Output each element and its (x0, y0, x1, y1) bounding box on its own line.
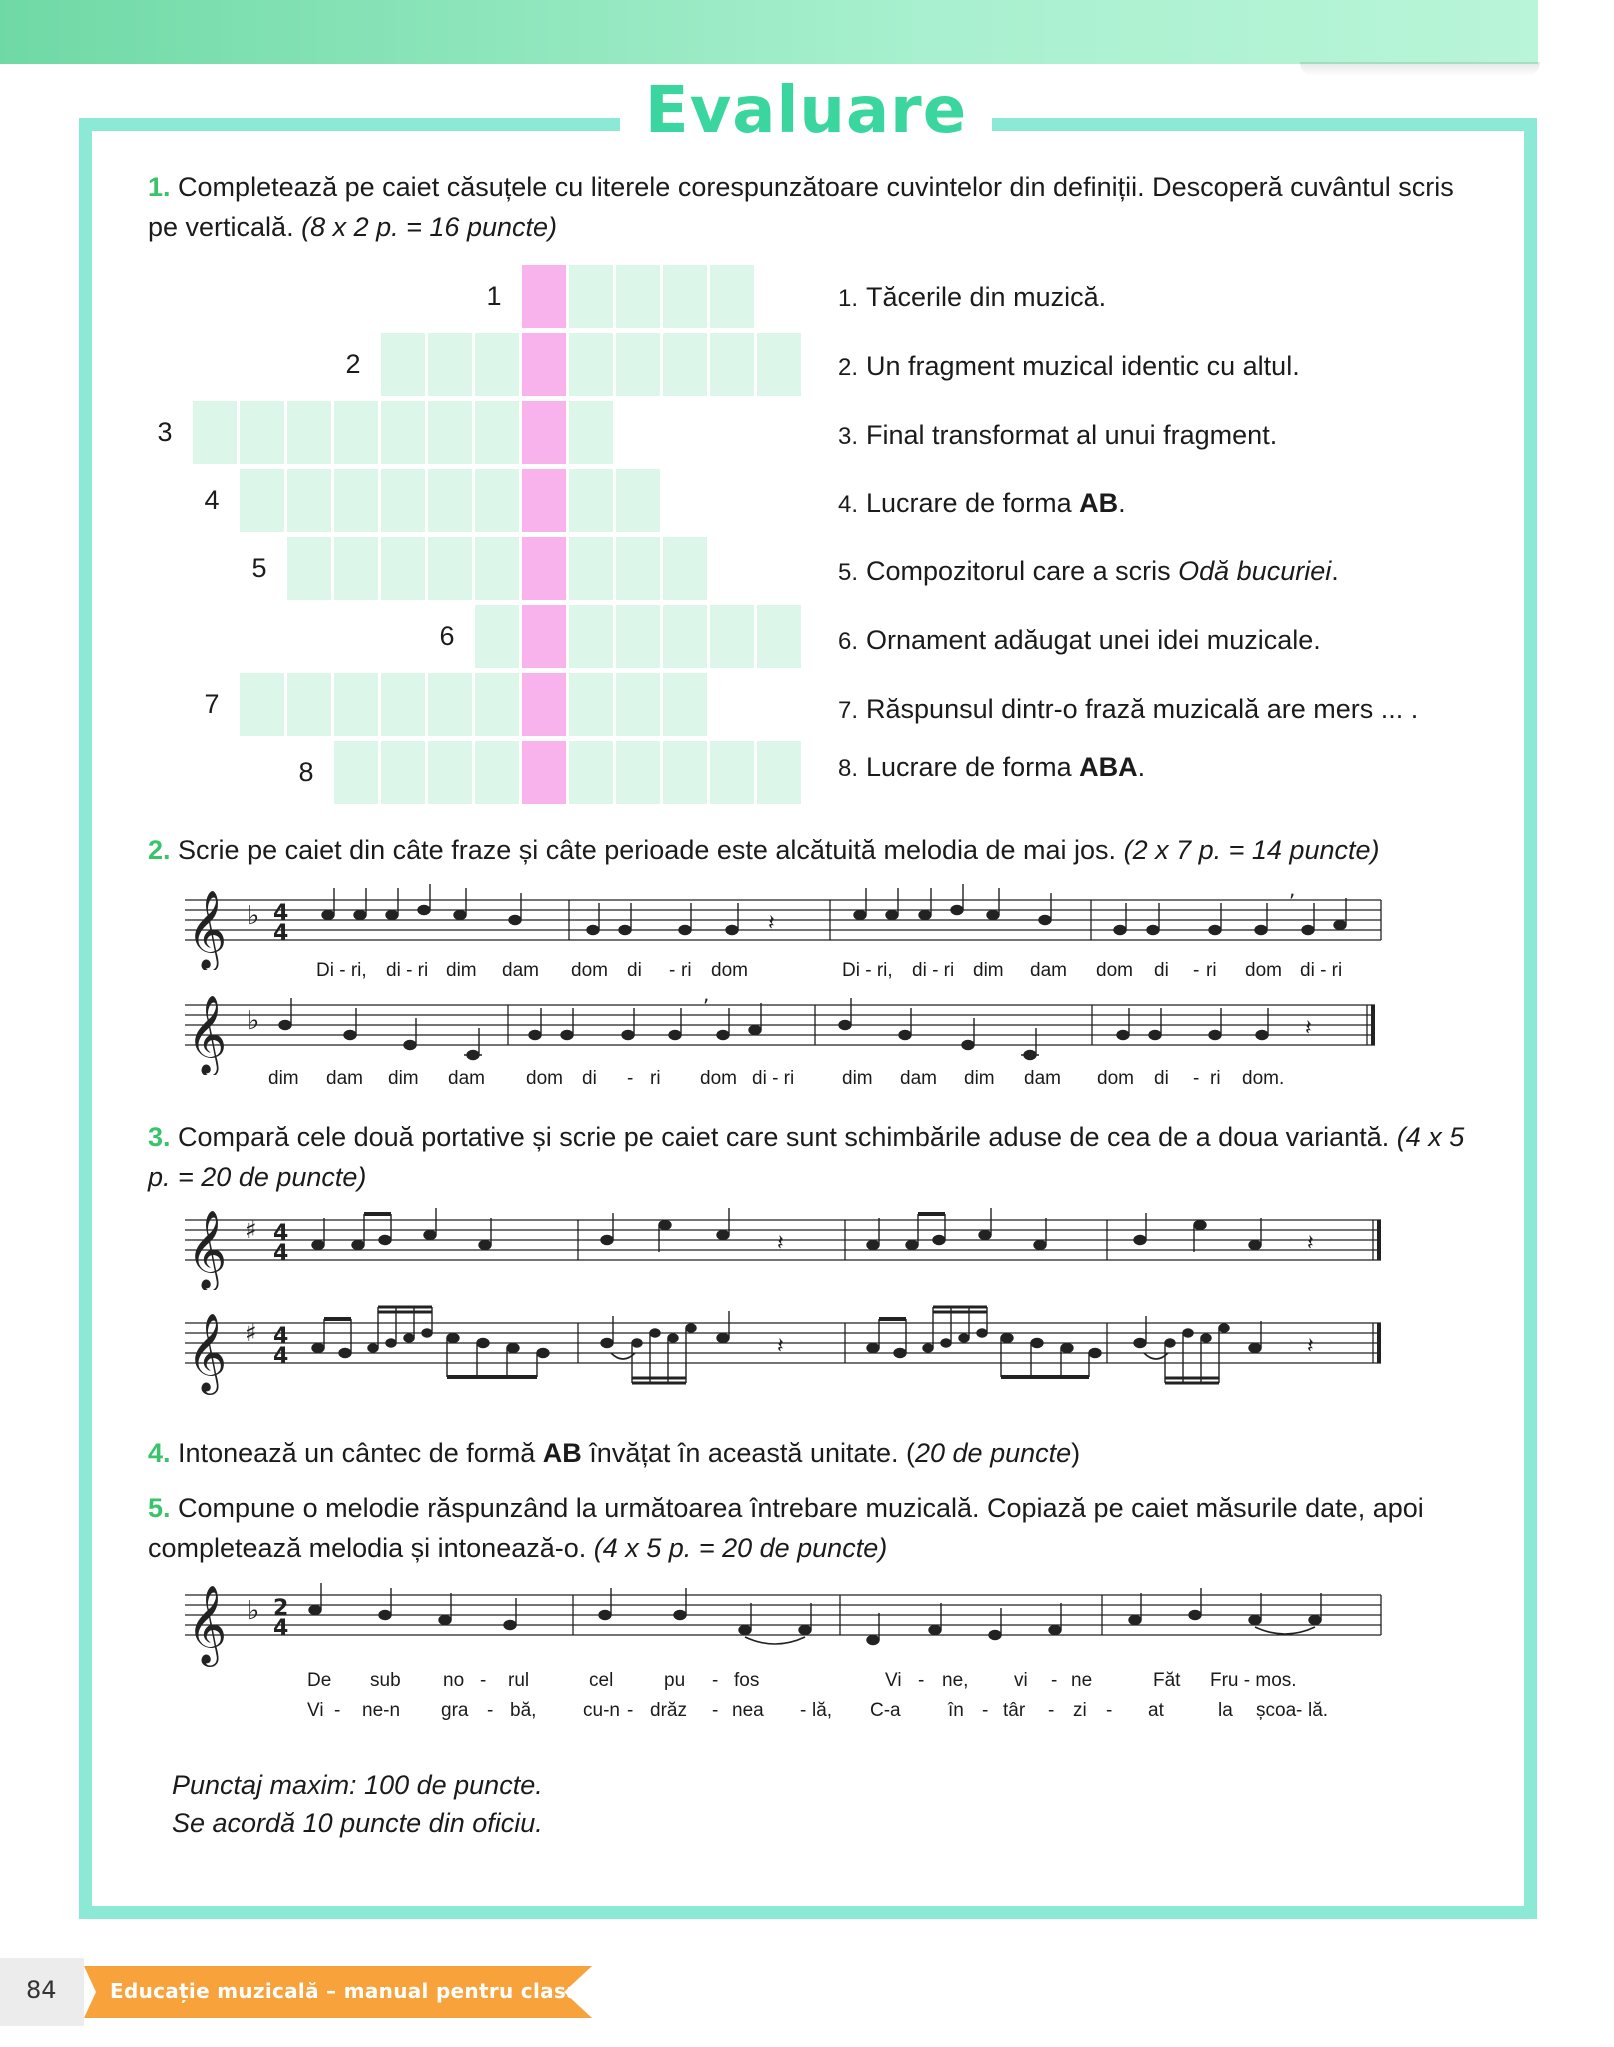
lyric-syllable: di - ri (912, 960, 955, 981)
svg-text:♭: ♭ (247, 1596, 260, 1626)
lyric-syllable: dim (973, 960, 1004, 981)
lyric-syllable: lă. (1308, 1700, 1329, 1721)
crossword-cell (663, 333, 707, 396)
crossword-cell (616, 741, 660, 804)
lyric-syllable: - (1296, 1700, 1303, 1721)
crossword-definition (838, 625, 1321, 656)
crossword-row-number: 3 (157, 417, 173, 447)
lyric-syllable: di (627, 960, 642, 981)
crossword-cell (663, 741, 707, 804)
definition-text: ABA (1079, 752, 1138, 782)
book-title: Educație muzicală – manual pentru clasa a VI-a (110, 1979, 655, 2003)
crossword-cell (710, 605, 754, 668)
lyric-syllable: dim (388, 1068, 419, 1089)
question-number: 3. (148, 1122, 171, 1152)
definition-text: AB (1079, 488, 1119, 518)
crossword-cell (710, 333, 754, 396)
crossword-key-cell (522, 537, 566, 600)
crossword-definition (838, 752, 1145, 783)
svg-text:𝄽: 𝄽 (777, 1231, 784, 1256)
max-score: Punctaj maxim: 100 de puncte. (172, 1770, 543, 1800)
svg-text:4: 4 (273, 1344, 289, 1369)
definition-text: Odă bucuriei (1178, 556, 1332, 586)
definition-text: Ornament adăugat unei idei muzicale. (866, 625, 1321, 655)
lyric-syllable: lă, (812, 1700, 833, 1721)
lyric-syllable: dom (1245, 960, 1282, 981)
lyric-syllable: Di - ri, (842, 960, 893, 981)
lyric-syllable: dom (711, 960, 748, 981)
question-number: 5. (148, 1493, 171, 1523)
question-points: (4 x 5 p. = 20 de puncte) (148, 1122, 1465, 1192)
crossword-row-number: 5 (251, 553, 267, 583)
crossword-cell (710, 741, 754, 804)
svg-text:𝄽: 𝄽 (1307, 1231, 1314, 1256)
crossword-cell (569, 673, 613, 736)
top-band-shadow (1300, 62, 1540, 76)
crossword-definition (838, 351, 1300, 382)
crossword-cell (475, 673, 519, 736)
crossword-cell (287, 673, 331, 736)
staff-q2-line2 (185, 985, 1385, 1075)
lyric-syllable: De (307, 1670, 332, 1691)
lyric-syllable: ri (650, 1068, 661, 1089)
lyric-syllable: drăz (650, 1700, 687, 1721)
definition-text: Răspunsul dintr-o frază muzicală are mers ... . (866, 694, 1419, 724)
crossword-key-cell (522, 673, 566, 736)
lyric-syllable: - (480, 1670, 487, 1691)
lyric-syllable: dam (1024, 1068, 1061, 1089)
question-text: Scrie pe caiet din câte fraze și câte perioade este alcătuită melodia de mai jos. (178, 835, 1117, 865)
crossword-cell (334, 741, 378, 804)
svg-text:♭: ♭ (247, 901, 260, 931)
svg-text:♭: ♭ (247, 1006, 260, 1036)
lyric-syllable: dim (268, 1068, 299, 1089)
crossword-definition (838, 694, 1418, 725)
question-text: Intonează un cântec de formă (178, 1438, 543, 1468)
lyric-syllable: dom (526, 1068, 563, 1089)
lyric-syllable: no (443, 1670, 465, 1691)
lyric-syllable: școa (1256, 1700, 1297, 1721)
lyric-syllable: dom. (1242, 1068, 1285, 1089)
crossword-cell (240, 469, 284, 532)
staff-q2-line1 (185, 880, 1385, 970)
lyric-syllable: dom (571, 960, 608, 981)
lyric-syllable: dom (1096, 960, 1133, 981)
svg-text:𝄞: 𝄞 (187, 995, 228, 1074)
lyric-syllable: bă, (510, 1700, 537, 1721)
crossword-row-number: 2 (345, 349, 361, 379)
definition-number: 5. (838, 559, 859, 586)
crossword-cell (616, 537, 660, 600)
lyric-syllable: pu (664, 1670, 686, 1691)
svg-text:𝄞: 𝄞 (187, 1585, 228, 1664)
staff-q3-original (185, 1200, 1385, 1290)
crossword-cell (334, 537, 378, 600)
lyric-syllable: fos (734, 1670, 760, 1691)
crossword-cell (663, 537, 707, 600)
crossword-row-number: 8 (298, 757, 314, 787)
lyric-syllable: ne-n (362, 1700, 401, 1721)
crossword-cell (569, 401, 613, 464)
question-1 (148, 167, 1468, 247)
crossword-cell (663, 673, 707, 736)
lyric-syllable: di - ri (386, 960, 429, 981)
lyric-syllable: - (1193, 1068, 1200, 1089)
lyric-syllable: Făt (1153, 1670, 1181, 1691)
crossword-key-cell (522, 469, 566, 532)
lyric-syllable: - (627, 1068, 634, 1089)
crossword-row-number: 1 (486, 281, 502, 311)
lyric-syllable: în (948, 1700, 964, 1721)
lyric-syllable: - (1106, 1700, 1113, 1721)
crossword-key-cell (522, 333, 566, 396)
question-points: (4 x 5 p. = 20 de puncte) (593, 1533, 888, 1563)
question-2 (148, 830, 1468, 870)
lyric-syllable: Di - ri, (316, 960, 367, 981)
crossword-key-cell (522, 265, 566, 328)
crossword-cell (616, 469, 660, 532)
definition-text: . (1137, 752, 1146, 782)
staff-q5 (185, 1575, 1385, 1670)
crossword-cell (287, 401, 331, 464)
definition-number: 6. (838, 628, 859, 655)
crossword-cell (569, 741, 613, 804)
lyric-syllable: ne, (942, 1670, 969, 1691)
crossword-row-number: 7 (204, 689, 220, 719)
crossword-cell (334, 673, 378, 736)
crossword-key-cell (522, 741, 566, 804)
definition-text: Lucrare de forma (866, 488, 1080, 518)
lyric-syllable: dim (964, 1068, 995, 1089)
lyric-syllable: Fru - mos. (1210, 1670, 1297, 1691)
crossword-cell (757, 605, 801, 668)
question-text-cont: învățat în această unitate. ( (581, 1438, 915, 1468)
definition-number: 1. (838, 285, 859, 312)
lyric-syllable: Vi (885, 1670, 902, 1691)
question-text-end: ) (1071, 1438, 1081, 1468)
lyric-syllable: cel (589, 1670, 614, 1691)
question-4 (148, 1433, 1468, 1473)
lyric-syllable: dom (1097, 1068, 1134, 1089)
crossword-cell (475, 605, 519, 668)
lyric-syllable: dom (700, 1068, 737, 1089)
crossword-row-number: 6 (439, 621, 455, 651)
lyric-syllable: dim (446, 960, 477, 981)
question-points: 20 de puncte (915, 1438, 1072, 1468)
definition-text: Compozitorul care a scris (866, 556, 1179, 586)
crossword-key-cell (522, 401, 566, 464)
lyric-syllable: - (627, 1700, 634, 1721)
lyric-syllable: - (800, 1700, 807, 1721)
bonus-points: Se acordă 10 puncte din oficiu. (172, 1808, 543, 1838)
top-band (0, 0, 1538, 64)
lyric-syllable: - (1048, 1700, 1055, 1721)
lyric-syllable: - (712, 1700, 719, 1721)
lyric-syllable: C-a (870, 1700, 901, 1721)
crossword-definition (838, 282, 1106, 313)
crossword-cell (616, 673, 660, 736)
lyric-syllable: zi (1073, 1700, 1087, 1721)
staff-q3-variant (185, 1303, 1385, 1413)
crossword-cell (334, 469, 378, 532)
lyric-syllable: - (334, 1700, 341, 1721)
svg-text:𝄽: 𝄽 (1307, 1334, 1314, 1359)
svg-text:𝄞: 𝄞 (187, 1210, 228, 1289)
definition-number: 7. (838, 697, 859, 724)
crossword-cell (287, 537, 331, 600)
crossword-cell (757, 741, 801, 804)
crossword-cell (475, 469, 519, 532)
crossword-cell (569, 605, 613, 668)
crossword-cell (428, 673, 472, 736)
lyric-syllable: dim (842, 1068, 873, 1089)
crossword-definition (838, 556, 1339, 587)
page-number: 84 (26, 1976, 57, 2004)
lyric-syllable: sub (370, 1670, 401, 1691)
lyric-syllable: - (1051, 1670, 1058, 1691)
lyric-syllable: la (1218, 1700, 1233, 1721)
svg-text:,: , (1289, 880, 1296, 901)
svg-text:𝄞: 𝄞 (187, 1313, 228, 1392)
crossword-row-number: 4 (204, 485, 220, 515)
question-points: (8 x 2 p. = 16 puncte) (301, 212, 558, 242)
crossword-cell (428, 401, 472, 464)
lyric-syllable: gra (441, 1700, 469, 1721)
lyric-syllable: - (669, 960, 676, 981)
lyric-syllable: di (582, 1068, 597, 1089)
definition-number: 8. (838, 755, 859, 782)
svg-text:4: 4 (273, 1616, 289, 1641)
crossword-cell (475, 741, 519, 804)
question-3 (148, 1117, 1468, 1197)
lyric-syllable: dam (1030, 960, 1067, 981)
lyric-syllable: - (1193, 960, 1200, 981)
lyric-syllable: târ (1003, 1700, 1026, 1721)
svg-text:𝄽: 𝄽 (1305, 1016, 1312, 1041)
crossword-cell (381, 469, 425, 532)
crossword-cell (663, 605, 707, 668)
question-number: 2. (148, 835, 171, 865)
crossword-definition (838, 420, 1277, 451)
definition-number: 2. (838, 354, 859, 381)
lyric-syllable: - (918, 1670, 925, 1691)
crossword-cell (381, 537, 425, 600)
crossword-cell (710, 265, 754, 328)
definition-text: Tăcerile din muzică. (866, 282, 1107, 312)
lyric-syllable: di - ri (1300, 960, 1343, 981)
crossword-cell (616, 333, 660, 396)
crossword-cell (240, 401, 284, 464)
svg-text:𝄞: 𝄞 (187, 890, 228, 969)
lyric-syllable: Vi (307, 1700, 324, 1721)
lyric-syllable: di (1154, 1068, 1169, 1089)
crossword-cell (475, 401, 519, 464)
lyric-syllable: rul (508, 1670, 530, 1691)
definition-text: . (1118, 488, 1126, 518)
crossword-cell (428, 741, 472, 804)
crossword-cell (569, 265, 613, 328)
definition-text: . (1331, 556, 1339, 586)
crossword-cell (569, 537, 613, 600)
svg-text:♯: ♯ (245, 1319, 257, 1347)
lyric-syllable: dam (326, 1068, 363, 1089)
lyric-syllable: - (487, 1700, 494, 1721)
crossword-cell (475, 537, 519, 600)
question-points: (2 x 7 p. = 14 puncte) (1123, 835, 1380, 865)
svg-text:4: 4 (273, 921, 289, 946)
question-number: 1. (148, 172, 171, 202)
lyric-syllable: di - ri (752, 1068, 795, 1089)
crossword-cell (663, 265, 707, 328)
crossword-cell (475, 333, 519, 396)
definition-text: Lucrare de forma (866, 752, 1080, 782)
question-5 (148, 1488, 1468, 1568)
question-text: Compune o melodie răspunzând la următoarea întrebare muzicală. Copiază pe caiet măsurile date, apoi completează melodia și intonează-o. (148, 1493, 1424, 1563)
lyric-syllable: ne (1071, 1670, 1093, 1691)
crossword-cell (334, 401, 378, 464)
svg-text:𝄽: 𝄽 (768, 911, 775, 936)
lyric-syllable: cu-n (583, 1700, 620, 1721)
crossword-key-cell (522, 605, 566, 668)
crossword-cell (240, 673, 284, 736)
crossword-cell (381, 401, 425, 464)
svg-text:,: , (703, 985, 710, 1006)
svg-text:𝄽: 𝄽 (777, 1334, 784, 1359)
lyric-syllable: ri (1206, 960, 1217, 981)
crossword-cell (569, 469, 613, 532)
svg-text:4: 4 (273, 1221, 289, 1246)
crossword-definition (838, 488, 1126, 519)
question-text: Completează pe caiet căsuțele cu literele corespunzătoare cuvintelor din definiții. Descoperă cuvântul scris pe verticală. (148, 172, 1454, 242)
crossword-cell (381, 741, 425, 804)
page-title: Evaluare (644, 74, 968, 148)
crossword-cell (616, 265, 660, 328)
lyric-syllable: ri (1210, 1068, 1221, 1089)
lyric-syllable: dam (448, 1068, 485, 1089)
crossword-cell (381, 333, 425, 396)
crossword-cell (757, 333, 801, 396)
lyric-syllable: ri (681, 960, 692, 981)
question-number: 4. (148, 1438, 171, 1468)
crossword-cell (569, 333, 613, 396)
crossword-cell (193, 401, 237, 464)
svg-text:4: 4 (273, 901, 289, 926)
lyric-syllable: dam (502, 960, 539, 981)
definition-number: 3. (838, 423, 859, 450)
lyric-syllable: dam (900, 1068, 937, 1089)
lyric-syllable: di (1154, 960, 1169, 981)
crossword-cell (616, 605, 660, 668)
lyric-syllable: at (1148, 1700, 1164, 1721)
definition-number: 4. (838, 491, 859, 518)
crossword-cell (428, 537, 472, 600)
crossword-cell (428, 469, 472, 532)
question-text: Compară cele două portative și scrie pe caiet care sunt schimbările aduse de cea de a doua variantă. (178, 1122, 1390, 1152)
lyric-syllable: - (712, 1670, 719, 1691)
lyric-syllable: - (982, 1700, 989, 1721)
crossword-cell (287, 469, 331, 532)
lyric-syllable: vi (1014, 1670, 1028, 1691)
svg-text:4: 4 (273, 1324, 289, 1349)
svg-text:♯: ♯ (245, 1216, 257, 1244)
crossword-cell (428, 333, 472, 396)
svg-text:4: 4 (273, 1241, 289, 1266)
form-label: AB (542, 1438, 582, 1468)
definition-text: Un fragment muzical identic cu altul. (866, 351, 1300, 381)
definition-text: Final transformat al unui fragment. (866, 420, 1278, 450)
svg-text:2: 2 (273, 1596, 289, 1621)
crossword-cell (381, 673, 425, 736)
lyric-syllable: nea (732, 1700, 764, 1721)
